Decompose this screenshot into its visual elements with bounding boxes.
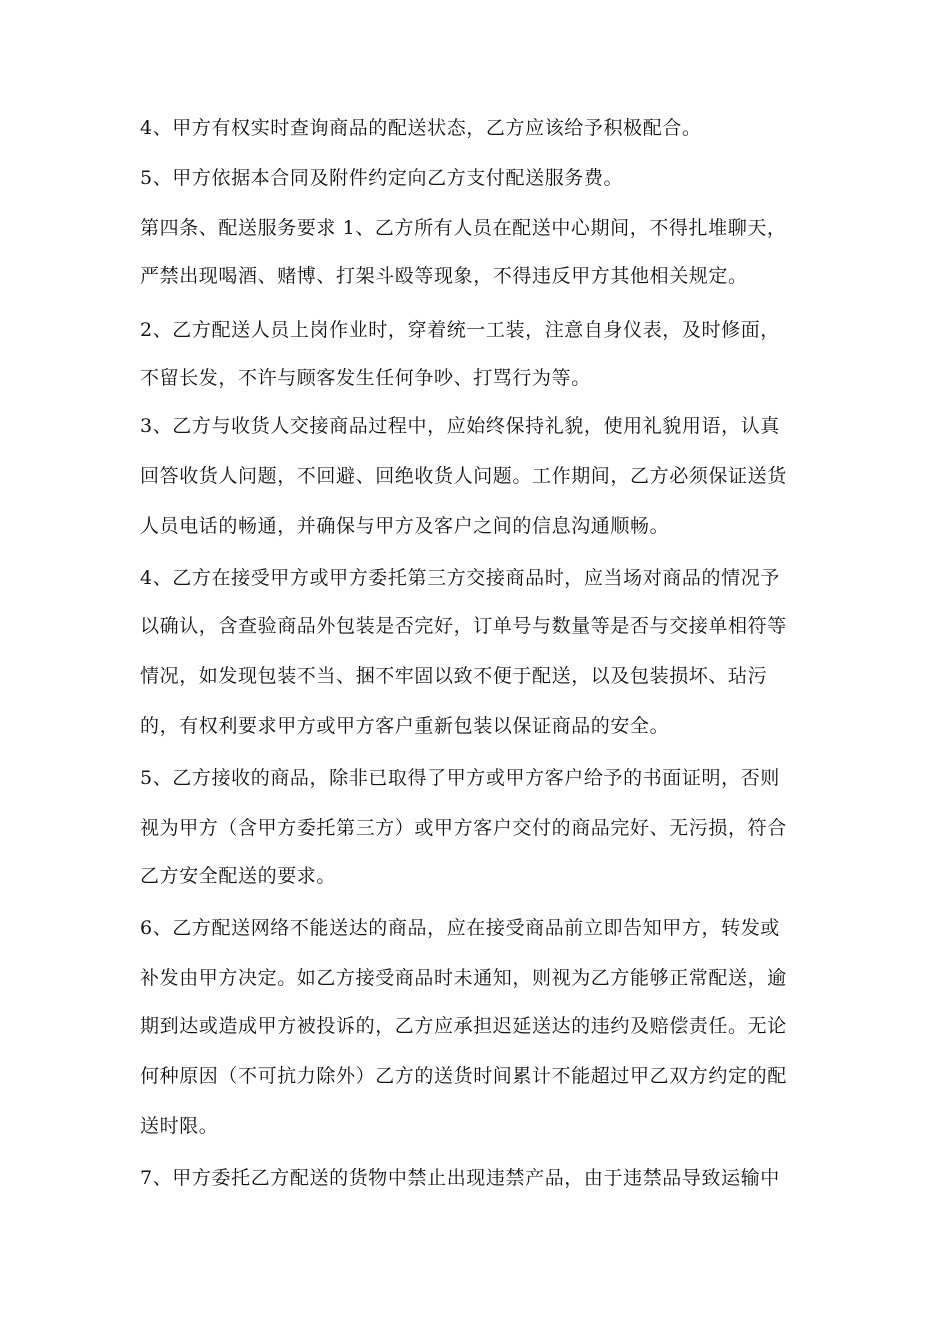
text-line: 5、甲方依据本合同及附件约定向乙方支付配送服务费。 bbox=[140, 167, 624, 189]
text-line: 乙方安全配送的要求。 bbox=[140, 865, 337, 887]
text-line: 何种原因（不可抗力除外）乙方的送货时间累计不能超过甲乙双方约定的配 bbox=[140, 1065, 787, 1087]
text-line: 2、乙方配送人员上岗作业时，穿着统一工装，注意自身仪表，及时修面， bbox=[140, 319, 780, 341]
text-line: 人员电话的畅通，并确保与甲方及客户之间的信息沟通顺畅。 bbox=[140, 515, 670, 537]
text-line: 5、乙方接收的商品，除非已取得了甲方或甲方客户给予的书面证明，否则 bbox=[140, 767, 780, 789]
text-line: 严禁出现喝酒、赌博、打架斗殴等现象，不得违反甲方其他相关规定。 bbox=[140, 265, 748, 287]
text-line: 6、乙方配送网络不能送达的商品，应在接受商品前立即告知甲方，转发或 bbox=[140, 917, 780, 939]
text-line: 第四条、配送服务要求 1、乙方所有人员在配送中心期间，不得扎堆聊天， bbox=[140, 217, 787, 239]
text-line: 视为甲方（含甲方委托第三方）或甲方客户交付的商品完好、无污损，符合 bbox=[140, 817, 787, 839]
text-line: 补发由甲方决定。如乙方接受商品时未通知，则视为乙方能够正常配送，逾 bbox=[140, 967, 787, 989]
text-line: 期到达或造成甲方被投诉的，乙方应承担迟延送达的违约及赔偿责任。无论 bbox=[140, 1015, 787, 1037]
text-line: 回答收货人问题，不回避、回绝收货人问题。工作期间，乙方必须保证送货 bbox=[140, 465, 787, 487]
text-line: 以确认，含查验商品外包装是否完好，订单号与数量等是否与交接单相符等 bbox=[140, 615, 787, 637]
text-line: 不留长发，不许与顾客发生任何争吵、打骂行为等。 bbox=[140, 367, 591, 389]
text-line: 7、甲方委托乙方配送的货物中禁止出现违禁产品，由于违禁品导致运输中 bbox=[140, 1167, 780, 1189]
text-line: 4、甲方有权实时查询商品的配送状态，乙方应该给予积极配合。 bbox=[140, 117, 702, 139]
text-line: 4、乙方在接受甲方或甲方委托第三方交接商品时，应当场对商品的情况予 bbox=[140, 567, 780, 589]
text-line: 的，有权利要求甲方或甲方客户重新包装以保证商品的安全。 bbox=[140, 715, 670, 737]
text-line: 3、乙方与收货人交接商品过程中，应始终保持礼貌，使用礼貌用语，认真 bbox=[140, 415, 780, 437]
text-line: 情况，如发现包装不当、捆不牢固以致不便于配送，以及包装损坏、玷污 bbox=[140, 665, 768, 687]
text-line: 送时限。 bbox=[140, 1115, 219, 1137]
